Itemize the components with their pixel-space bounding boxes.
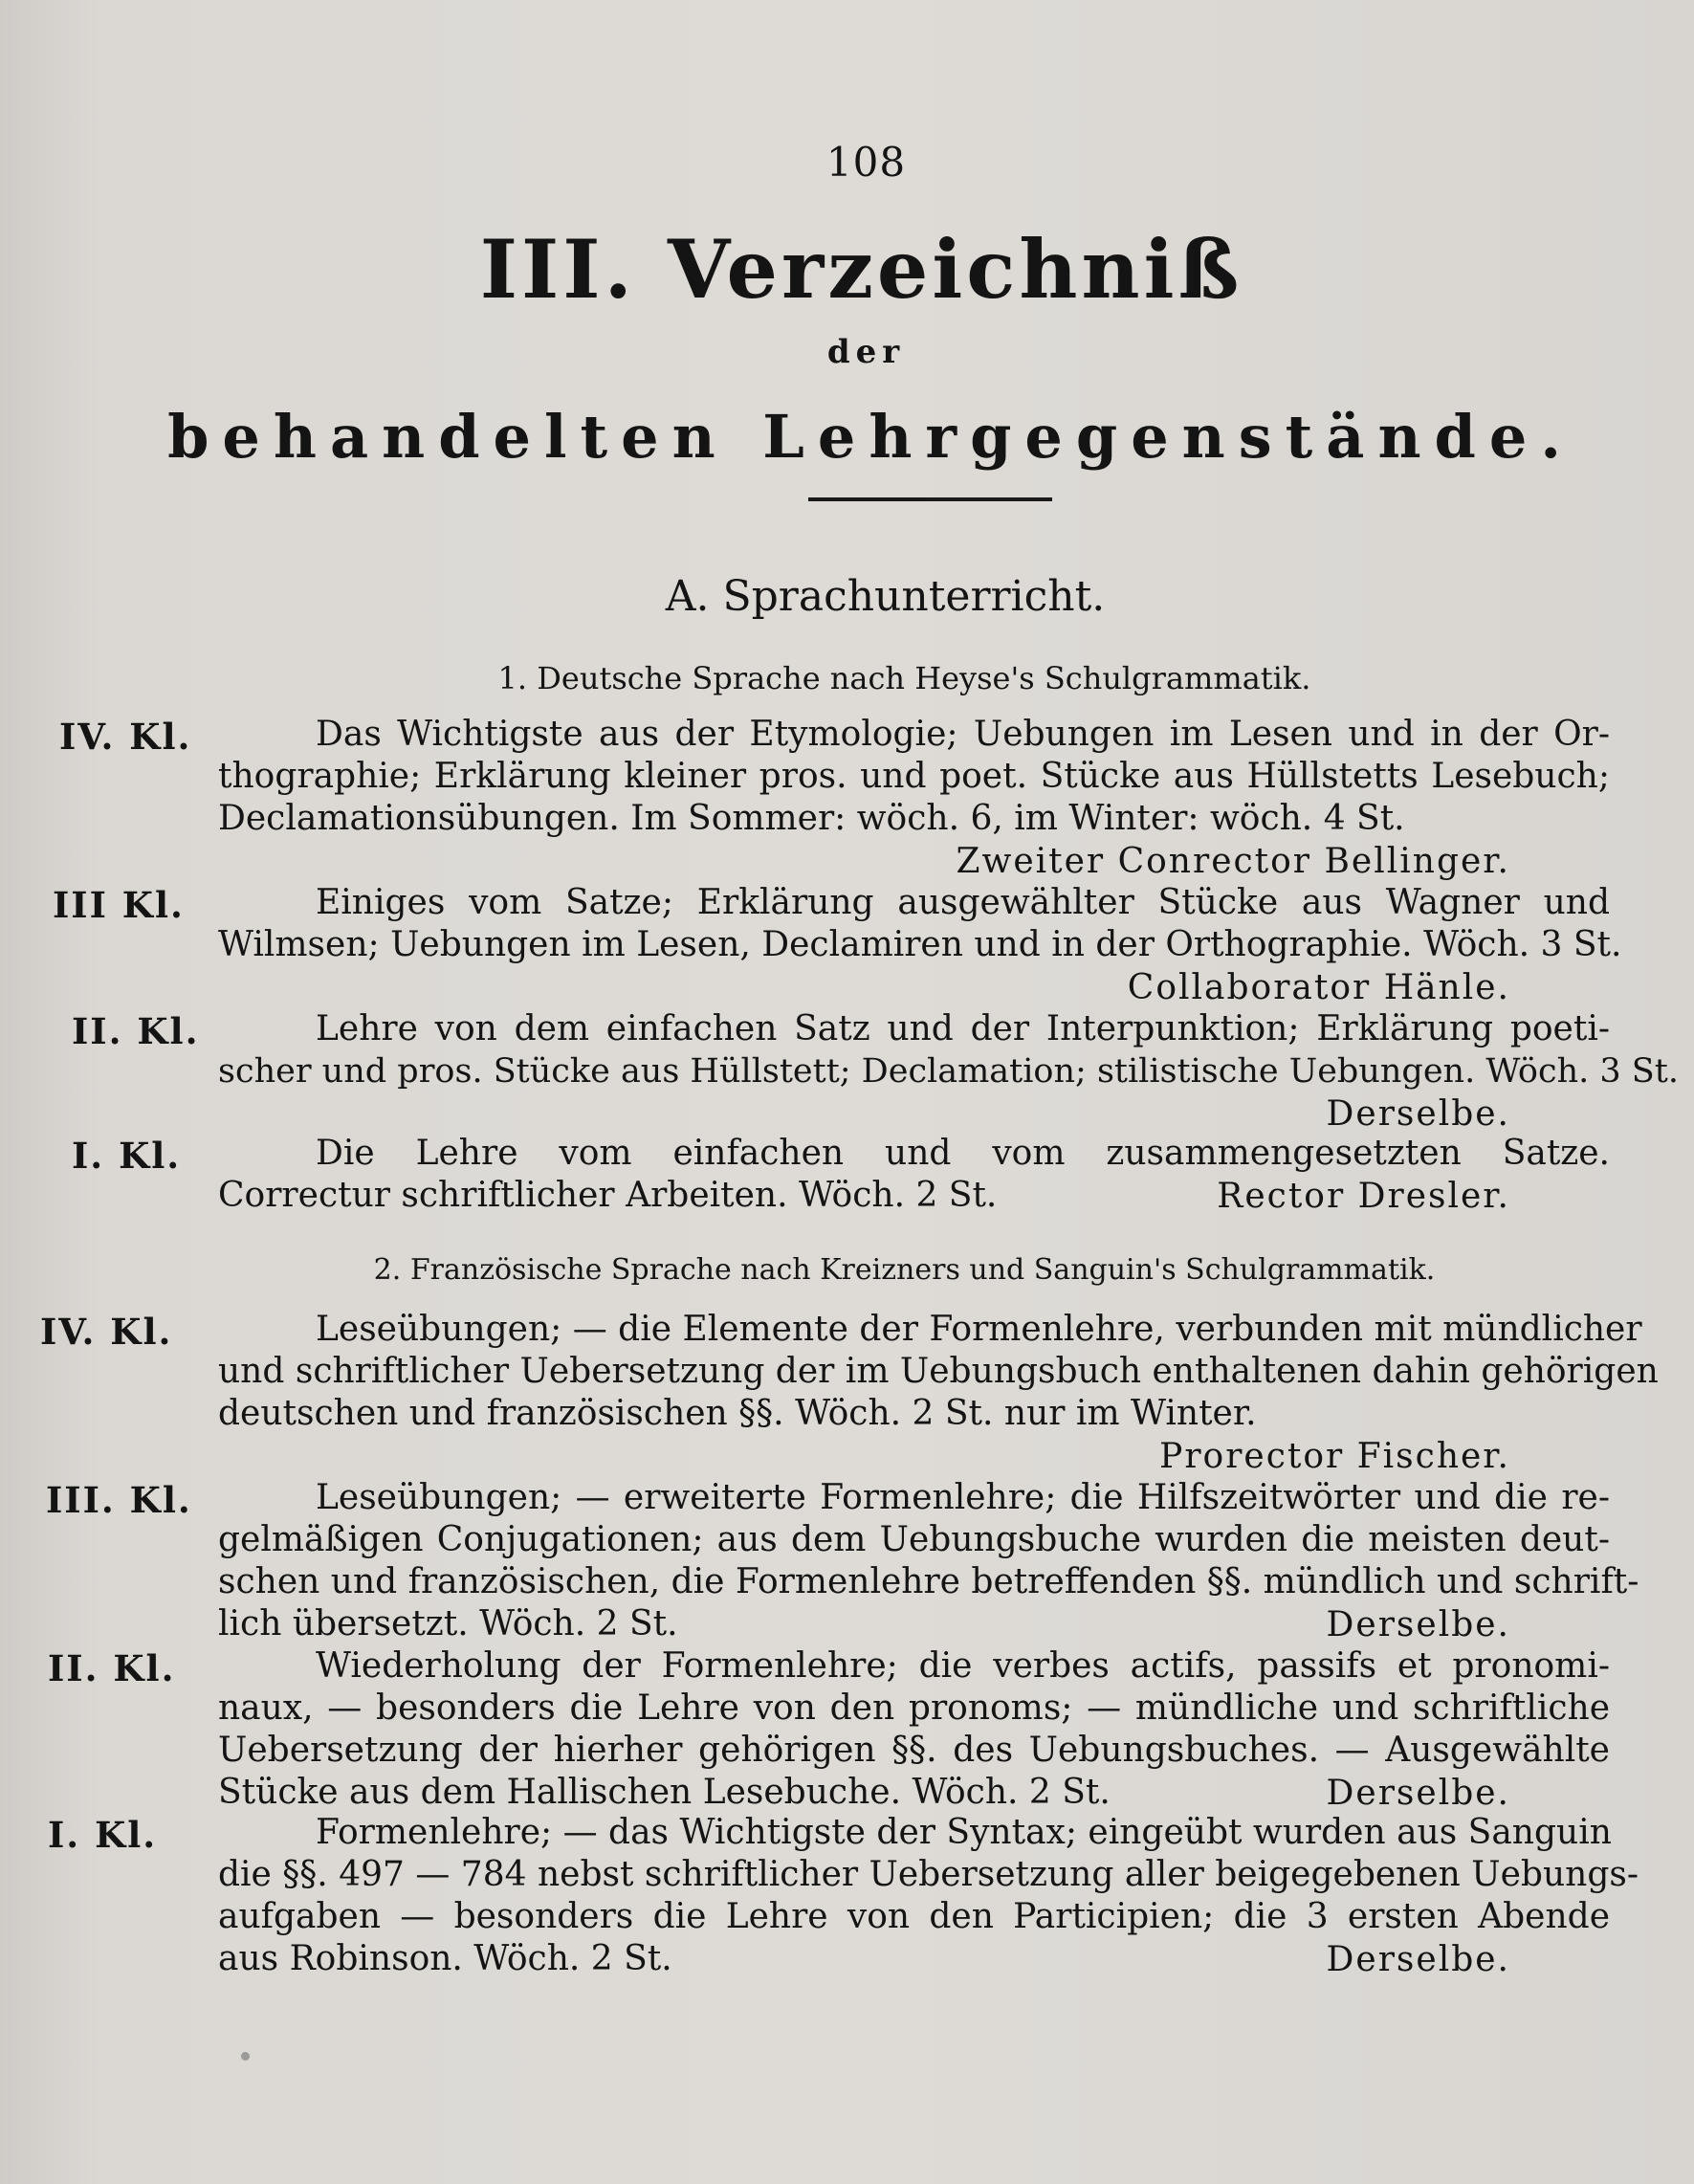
teacher-french-iii: Derselbe.: [1326, 1605, 1510, 1644]
class-label-german-iii: III Kl.: [53, 884, 185, 926]
class-label-german-ii: II. Kl.: [72, 1010, 200, 1052]
teacher-german-iv: Zweiter Conrector Bellinger.: [956, 842, 1510, 881]
text-line-french-i-4: aus Robinson. Wöch. 2 St.: [218, 1939, 672, 1978]
subsection-heading-french: 2. Französische Sprache nach Kreizners und Sanguin's Schulgrammatik.: [373, 1253, 1436, 1287]
title-connector: der: [826, 333, 906, 371]
class-label-french-iv: IV. Kl.: [40, 1311, 173, 1353]
teacher-german-i: Rector Dresler.: [1217, 1177, 1510, 1216]
section-heading-sprachunterricht: A. Sprachunterricht.: [665, 572, 1106, 621]
text-line-french-ii-1: Wiederholung der Formenlehre; die verbes actifs, passifs et pronomi-: [316, 1646, 1610, 1686]
teacher-french-i: Derselbe.: [1326, 1940, 1510, 1979]
text-line-french-ii-4: Stücke aus dem Hallischen Lesebuche. Wöch. 2 St.: [218, 1773, 1111, 1812]
subsection-heading-german: 1. Deutsche Sprache nach Heyse's Schulgrammatik.: [497, 660, 1311, 696]
text-line-french-iv-1: Leseübungen; — die Elemente der Formenlehre, verbunden mit mündlicher: [316, 1310, 1642, 1349]
text-line-french-iii-2: gelmäßigen Conjugationen; aus dem Uebungsbuche wurden die meisten deut-: [218, 1520, 1610, 1559]
class-label-german-iv: IV. Kl.: [59, 716, 192, 758]
teacher-french-ii: Derselbe.: [1326, 1774, 1510, 1813]
page-subtitle: behandelten Lehrgegenstände.: [167, 402, 1574, 472]
text-line-german-iii-2: Wilmsen; Uebungen im Lesen, Declamiren und in der Orthographie. Wöch. 3 St.: [218, 925, 1622, 964]
text-line-german-ii-1: Lehre von dem einfachen Satz und der Interpunktion; Erklärung poeti-: [316, 1009, 1610, 1048]
text-line-german-ii-2: scher und pros. Stücke aus Hüllstett; Declamation; stilistische Uebungen. Wöch. 3 St.: [218, 1052, 1679, 1091]
class-label-french-iii: III. Kl.: [46, 1479, 192, 1521]
text-line-german-iv-3: Declamationsübungen. Im Sommer: wöch. 6, im Winter: wöch. 4 St.: [218, 799, 1405, 838]
page-title: III. Verzeichniß: [479, 222, 1243, 317]
text-line-german-iv-2: thographie; Erklärung kleiner pros. und poet. Stücke aus Hüllstetts Lesebuch;: [218, 757, 1610, 796]
teacher-german-iii: Collaborator Hänle.: [1127, 968, 1510, 1007]
page-number: 108: [825, 139, 907, 186]
text-line-french-iii-3: schen und französischen, die Formenlehre betreffenden §§. mündlich und schrift-: [218, 1562, 1639, 1601]
text-line-french-iii-1: Leseübungen; — erweiterte Formenlehre; die Hilfszeitwörter und die re-: [316, 1478, 1610, 1517]
text-line-french-i-2: die §§. 497 — 784 nebst schriftlicher Uebersetzung aller beigegebenen Uebungs-: [218, 1855, 1639, 1894]
class-label-french-i: I. Kl.: [48, 1814, 158, 1856]
class-label-german-i: I. Kl.: [72, 1135, 182, 1177]
text-line-french-iv-3: deutschen und französischen §§. Wöch. 2 St. nur im Winter.: [218, 1394, 1257, 1433]
title-divider: [808, 497, 1052, 501]
text-line-german-i-2: Correctur schriftlicher Arbeiten. Wöch. 2 St.: [218, 1176, 998, 1215]
text-line-german-iv-1: Das Wichtigste aus der Etymologie; Uebungen im Lesen und in der Or-: [316, 715, 1610, 754]
ink-spot: [241, 2052, 250, 2061]
text-line-french-i-1: Formenlehre; — das Wichtigste der Syntax; eingeübt wurden aus Sanguin: [316, 1813, 1612, 1852]
text-line-french-ii-2: naux, — besonders die Lehre von den pronoms; — mündliche und schriftliche: [218, 1688, 1610, 1728]
text-line-french-ii-3: Uebersetzung der hierher gehörigen §§. des Uebungsbuches. — Ausgewählte: [218, 1731, 1610, 1770]
class-label-french-ii: II. Kl.: [48, 1647, 176, 1689]
text-line-french-i-3: aufgaben — besonders die Lehre von den Participien; die 3 ersten Abende: [218, 1897, 1610, 1936]
text-line-german-iii-1: Einiges vom Satze; Erklärung ausgewählter Stücke aus Wagner und: [316, 883, 1610, 922]
text-line-german-i-1: Die Lehre vom einfachen und vom zusammengesetzten Satze.: [316, 1134, 1610, 1173]
text-line-french-iii-4: lich übersetzt. Wöch. 2 St.: [218, 1604, 678, 1644]
text-line-french-iv-2: und schriftlicher Uebersetzung der im Uebungsbuch enthaltenen dahin gehörigen: [218, 1352, 1659, 1391]
teacher-french-iv: Prorector Fischer.: [1159, 1437, 1510, 1476]
teacher-german-ii: Derselbe.: [1326, 1094, 1510, 1134]
